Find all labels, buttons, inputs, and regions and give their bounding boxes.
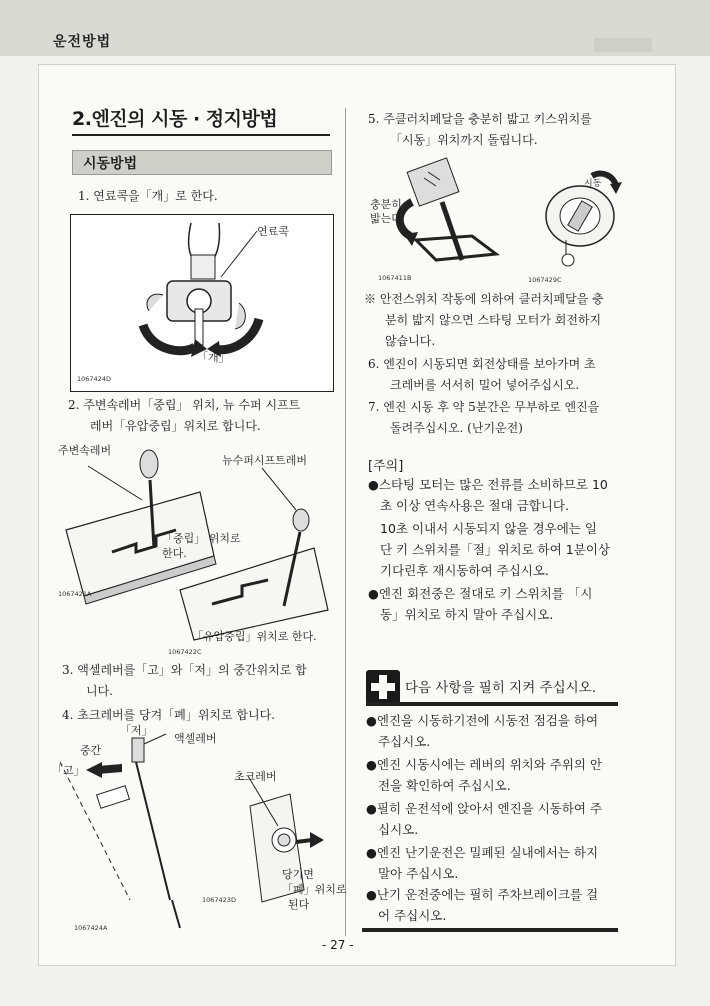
figure-code-b: 1067422C <box>168 648 202 656</box>
figure-code-d: 1067424A <box>74 924 108 932</box>
step-7-line-1: 7. 엔진 시동 후 약 5분간은 무부하로 엔진을 <box>368 400 600 414</box>
must-observe-rule <box>366 702 618 706</box>
must-item-1-line-1: ●엔진을 시동하기전에 시동전 점검을 하여 <box>366 713 599 728</box>
must-item-1-line-2: 주십시오. <box>378 734 431 749</box>
caution-item-2-line-1: 10초 이내서 시동되지 않을 경우에는 일 <box>380 521 597 536</box>
step-1: 1. 연료콕을「개」로 한다. <box>78 189 218 203</box>
page-heading-text: 2.엔진의 시동 · 정지방법 <box>72 108 278 130</box>
figure-code-c: 1067423D <box>202 896 236 904</box>
must-item-2-line-1: ●엔진 시동시에는 레버의 위치와 주위의 안 <box>366 757 603 772</box>
section-title: 운전방법 <box>53 34 112 50</box>
header-bar <box>0 0 710 56</box>
label-main-lever: 주변속레버 <box>58 444 112 457</box>
must-item-3-line-1: ●필히 운전석에 앉아서 엔진을 시동하여 주 <box>366 801 603 816</box>
caution-item-2-line-2: 단 키 스위치를「절」위치로 하여 1분이상 <box>380 542 610 557</box>
note-line-1: ※ 안전스위치 작동에 의하여 클러치페달을 충 <box>364 292 604 306</box>
label-accel-lever: 액셀레버 <box>174 732 217 745</box>
label-press-line-1: 충분히 <box>370 198 402 211</box>
must-observe-title: 다음 사항을 필히 지켜 주십시오. <box>405 680 596 696</box>
step-5-line-1: 5. 주클러치페달을 충분히 밟고 키스위치를 <box>368 112 592 126</box>
figure-code-a: 1067421A <box>58 590 92 598</box>
caution-item-2-line-3: 기다린후 재시동하여 주십시오. <box>380 563 549 578</box>
column-divider <box>345 108 346 936</box>
caution-item-1-line-1: ●스타팅 모터는 많은 전류를 소비하므로 10 <box>368 477 608 492</box>
figure-code-f: 1067429C <box>528 276 562 284</box>
bottom-rule <box>362 928 618 932</box>
label-pull-line-2: 「폐」위치로 <box>282 883 347 896</box>
note-line-2: 분히 밟지 않으면 스타팅 모터가 회전하지 <box>385 313 602 327</box>
caution-icon <box>366 670 400 704</box>
figure-fuel-cock <box>70 214 334 392</box>
caution-item-1-line-2: 초 이상 연속사용은 절대 금합니다. <box>380 498 569 513</box>
step-2-line-2: 레버「유압중립」위치로 합니다. <box>90 419 261 433</box>
page-heading <box>72 102 330 136</box>
step-6-line-1: 6. 엔진이 시동되면 회전상태를 보아가며 초 <box>368 357 596 371</box>
label-open: 「개」 <box>197 351 230 364</box>
must-item-5-line-1: ●난기 운전중에는 필히 주차브레이크를 걸 <box>366 887 599 902</box>
figure-code: 1067424D <box>77 375 111 383</box>
must-item-2-line-2: 전을 확인하여 주십시오. <box>378 778 511 793</box>
caution-label: [주의] <box>368 459 404 474</box>
label-pull-line-1: 당기면 <box>282 868 314 881</box>
must-item-4-line-2: 말아 주십시오. <box>378 866 459 881</box>
step-6-line-2: 크레버를 서서히 밀어 넣어주십시오. <box>390 378 580 392</box>
label-neutral-line-1: 「중립」 위치로 <box>162 532 241 545</box>
caution-item-3-line-2: 동」위치로 하지 말아 주십시오. <box>380 607 554 622</box>
header-bleed-through <box>594 38 652 52</box>
label-hydraulic-neutral: 「유압중립」위치로 한다. <box>192 630 317 643</box>
key-start-mark: 시동 <box>584 179 602 189</box>
label-choke-lever: 초크레버 <box>234 770 277 783</box>
label-low: 「저」 <box>120 724 153 737</box>
subheading-text: 시동방법 <box>83 156 138 172</box>
label-neutral-line-2: 한다. <box>162 547 187 560</box>
figure-accel-choke <box>52 722 347 936</box>
step-4: 4. 초크레버를 당겨「폐」위치로 합니다. <box>62 708 275 722</box>
caution-item-3-line-1: ●엔진 회전중은 절대로 키 스위치를 「시 <box>368 586 593 601</box>
note-line-3: 않습니다. <box>385 334 436 348</box>
label-shift-lever: 뉴수퍼시프트레버 <box>222 454 308 467</box>
label-high: 「고」 <box>52 764 85 777</box>
label-fuel-cock: 연료콕 <box>257 225 289 238</box>
step-2-line-1: 2. 주변속레버「중립」 위치, 뉴 수퍼 시프트 <box>68 398 301 412</box>
label-middle: 중간 <box>80 744 102 757</box>
page-number: - 27 - <box>322 938 354 952</box>
must-item-3-line-2: 십시오. <box>378 822 419 837</box>
step-3-line-2: 니다. <box>86 684 113 698</box>
step-7-line-2: 돌려주십시오. (난기운전) <box>390 421 523 435</box>
figure-clutch-key <box>366 156 624 286</box>
must-item-4-line-1: ●엔진 난기운전은 밀폐된 실내에서는 하지 <box>366 845 599 860</box>
figure-code-e: 1067411B <box>378 274 412 282</box>
step-5-line-2: 「시동」위치까지 돌립니다. <box>390 133 538 147</box>
subheading-bar <box>72 150 332 175</box>
must-item-5-line-2: 어 주십시오. <box>378 908 447 923</box>
label-press-line-2: 밟는다 <box>370 212 402 225</box>
figure-shift-levers <box>52 440 336 646</box>
step-3-line-1: 3. 액셀레버를「고」와「저」의 중간위치로 합 <box>62 663 307 677</box>
label-pull-line-3: 된다 <box>288 898 310 911</box>
